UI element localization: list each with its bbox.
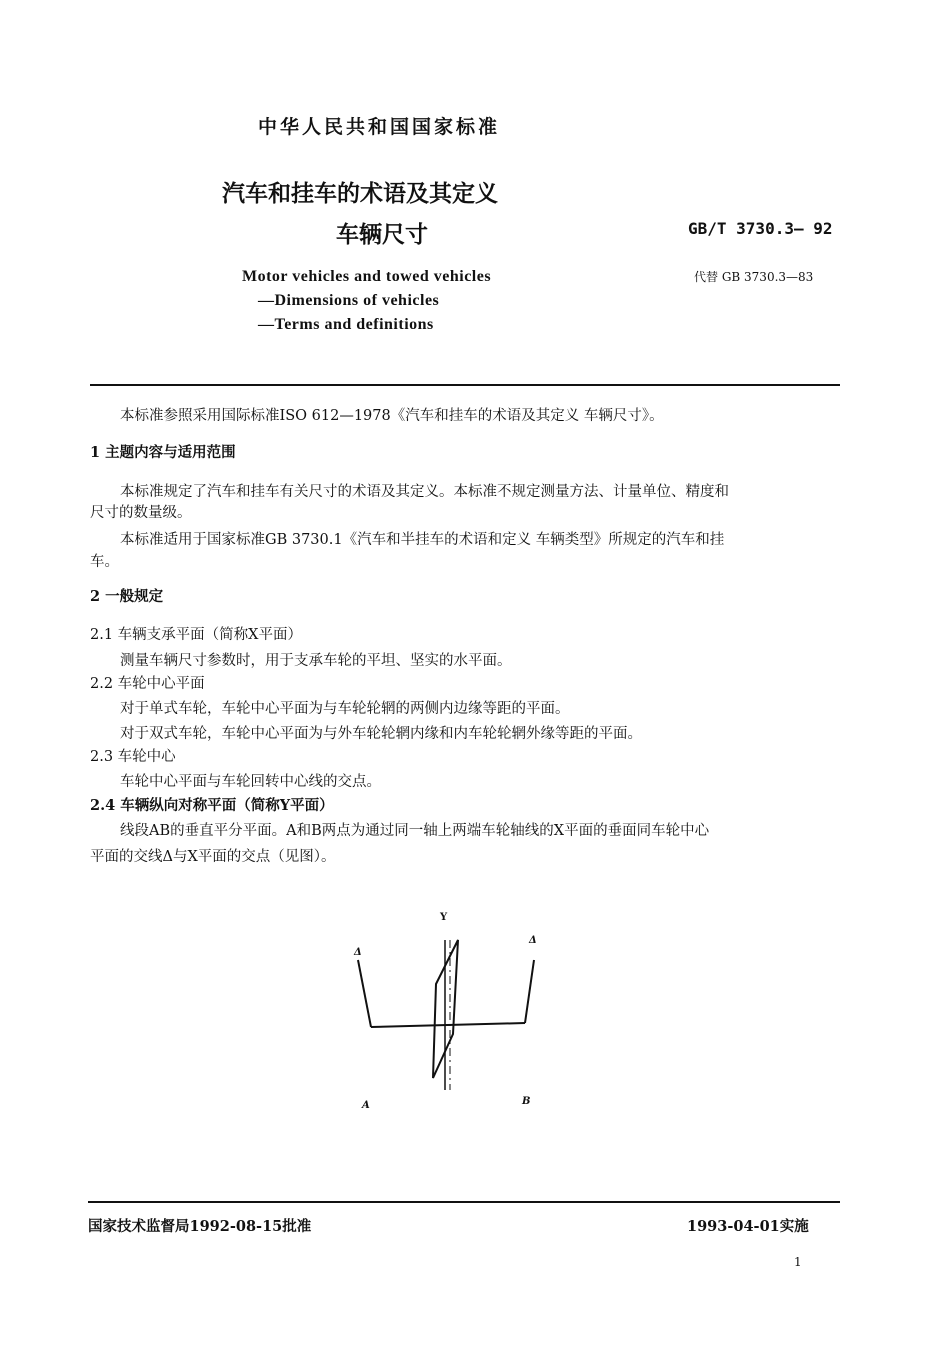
header-divider [90, 384, 840, 386]
right-delta-line [525, 960, 534, 1023]
national-standard-label: 中华人民共和国国家标准 [258, 116, 501, 138]
section-2-3-text: 车轮中心平面与车轮回转中心线的交点。 [120, 774, 381, 790]
section-1-heading: 1 主题内容与适用范围 [90, 444, 236, 461]
section-2-4-text-line2: 平面的交线Δ与X平面的交点（见图）。 [90, 849, 336, 865]
section-2-heading: 2 一般规定 [90, 588, 164, 605]
ab-segment [371, 1023, 525, 1027]
standard-code: GB/T 3730.3— 92 [688, 219, 833, 238]
english-title-line1: Motor vehicles and towed vehicles [242, 268, 492, 285]
section-2-2-text2: 对于双式车轮，车轮中心平面为与外车轮轮辋内缘和内车轮轮辋外缘等距的平面。 [120, 726, 642, 742]
section-1-paragraph2-line1: 本标准适用于国家标准GB 3730.1《汽车和半挂车的术语和定义 车辆类型》所规定的汽车和挂 [120, 532, 725, 548]
english-title-line2: —Dimensions of vehicles [258, 292, 440, 309]
implementation-date: 1993-04-01实施 [687, 1218, 809, 1235]
figure-label-y: Y [440, 912, 448, 923]
document-title-line2: 车辆尺寸 [336, 222, 428, 248]
section-2-1-heading: 2.1 车辆支承平面（简称X平面） [90, 627, 302, 643]
footer-divider [88, 1201, 840, 1203]
replaces-standard: 代替 GB 3730.3—83 [694, 270, 814, 284]
section-2-2-text1: 对于单式车轮，车轮中心平面为与车轮轮辋的两侧内边缘等距的平面。 [120, 701, 570, 717]
section-1-paragraph2-line2: 车。 [90, 554, 119, 570]
figure-label-delta-right: Δ [529, 935, 537, 946]
approval-date: 国家技术监督局1992-08-15批准 [88, 1218, 312, 1235]
figure-label-a: A [362, 1100, 370, 1111]
figure-label-delta-left: Δ [354, 947, 362, 958]
page-number: 1 [794, 1255, 802, 1269]
section-1-paragraph1-line2: 尺寸的数量级。 [90, 505, 192, 521]
section-2-1-text: 测量车辆尺寸参数时，用于支承车轮的平坦、坚实的水平面。 [120, 653, 512, 669]
left-delta-line [358, 960, 371, 1027]
section-2-4-text-line1: 线段AB的垂直平分平面。A和B两点为通过同一轴上两端车轮轴线的X平面的垂面同车轮中心 [120, 823, 710, 839]
section-2-3-heading: 2.3 车轮中心 [90, 749, 176, 765]
intro-paragraph: 本标准参照采用国际标准ISO 612—1978《汽车和挂车的术语及其定义 车辆尺寸》。 [120, 408, 664, 424]
section-2-2-heading: 2.2 车轮中心平面 [90, 676, 205, 692]
english-title-line3: —Terms and definitions [258, 316, 434, 333]
section-1-paragraph1-line1: 本标准规定了汽车和挂车有关尺寸的术语及其定义。本标准不规定测量方法、计量单位、精度和 [120, 484, 729, 500]
document-title-line1: 汽车和挂车的术语及其定义 [222, 181, 498, 207]
figure-label-b: B [522, 1096, 531, 1107]
section-2-4-heading: 2.4 车辆纵向对称平面（简称Y平面） [90, 797, 334, 814]
